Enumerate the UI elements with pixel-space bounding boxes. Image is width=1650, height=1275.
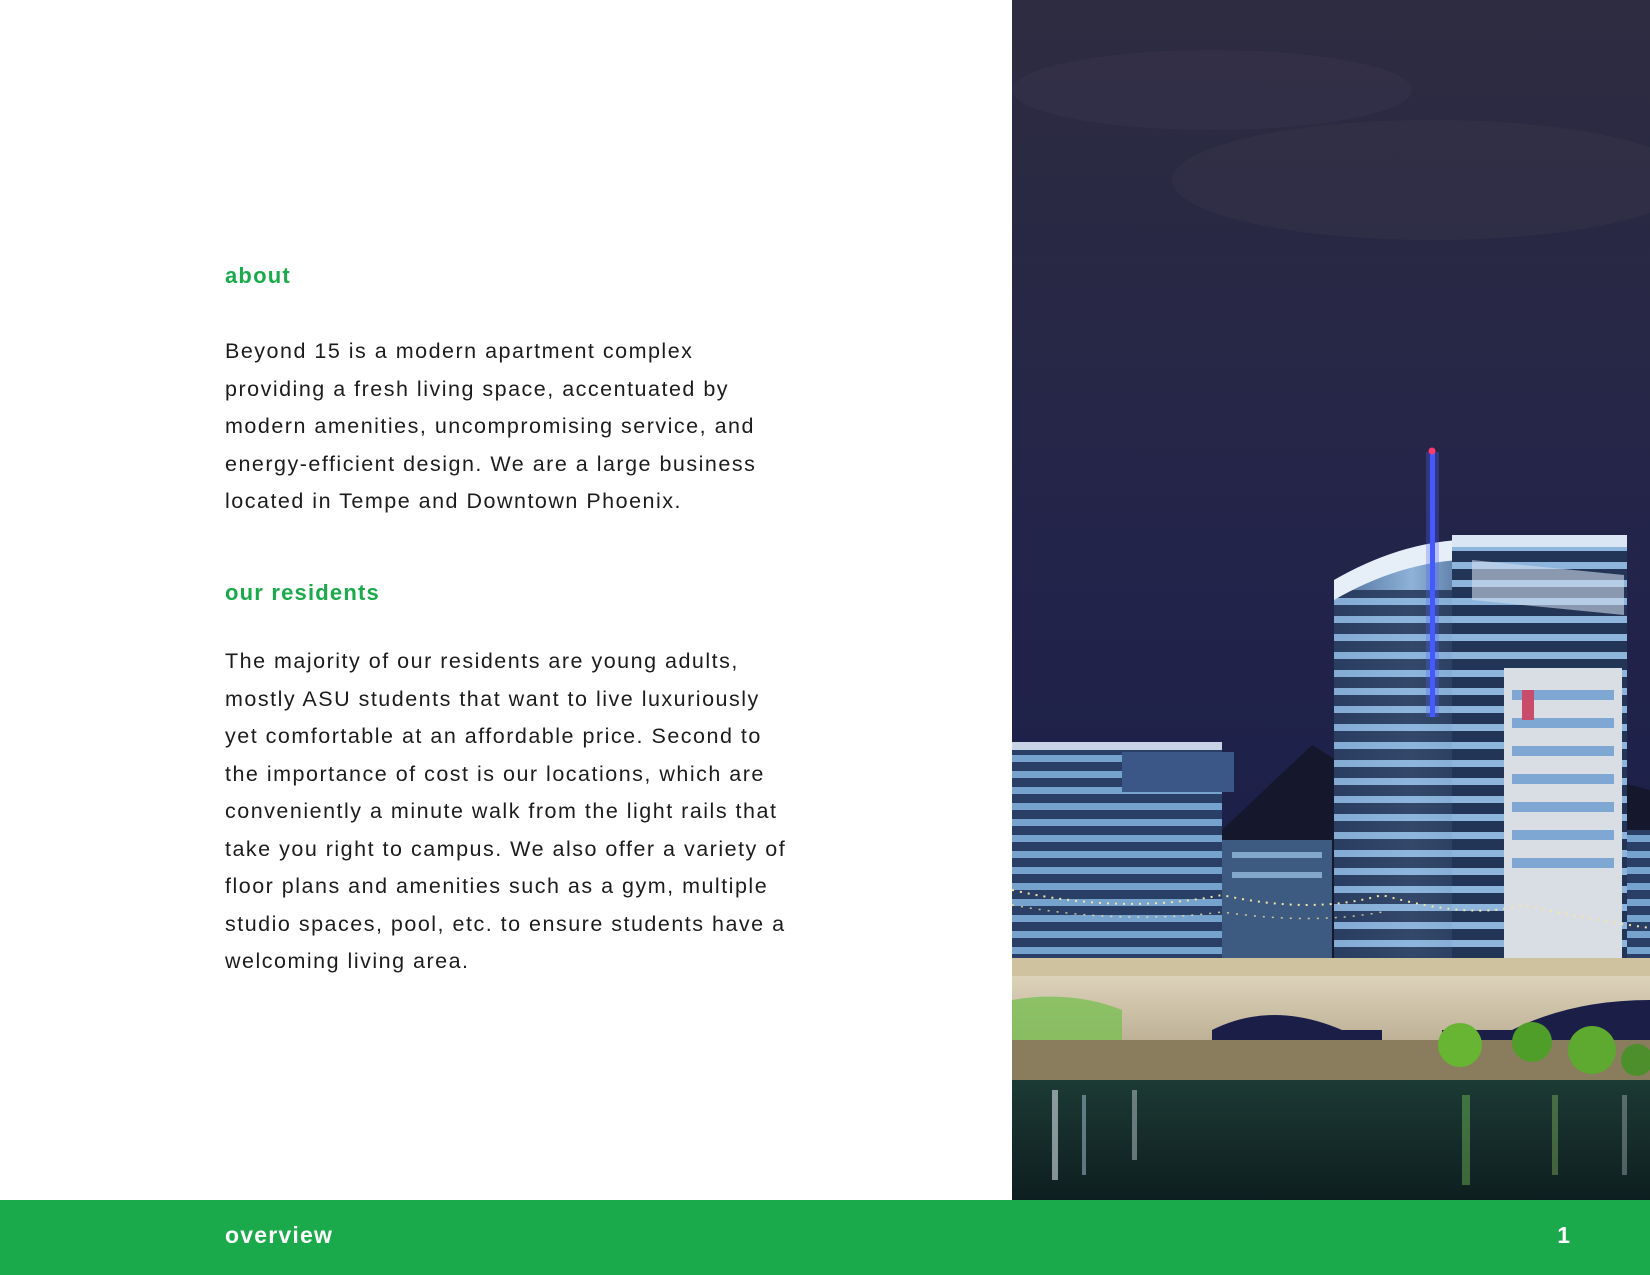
about-paragraph: Beyond 15 is a modern apartment complex providing a fresh living space, accentuated by modern amenities, uncompromising service, and energy-efficient design. We are a large business located in Tempe and Downtown Phoenix. [225, 339, 757, 513]
footer-section-label: overview [225, 1222, 334, 1248]
page-number: 1 [1557, 1222, 1570, 1248]
city-night-photo [1012, 0, 1650, 1200]
residents-heading: our residents [225, 580, 380, 605]
footer-bar [0, 1200, 1650, 1275]
about-heading: about [225, 263, 291, 288]
residents-paragraph: The majority of our residents are young adults, mostly ASU students that want to live luxuriously yet comfortable at an affordable price. Second to the importance of cost is our locations, which are conveniently a minute walk from the light rails that take you right to campus. We also offer a variety of floor plans and amenities such as a gym, multiple studio spaces, pool, etc. to ensure students have a welcoming living area. [225, 649, 787, 973]
